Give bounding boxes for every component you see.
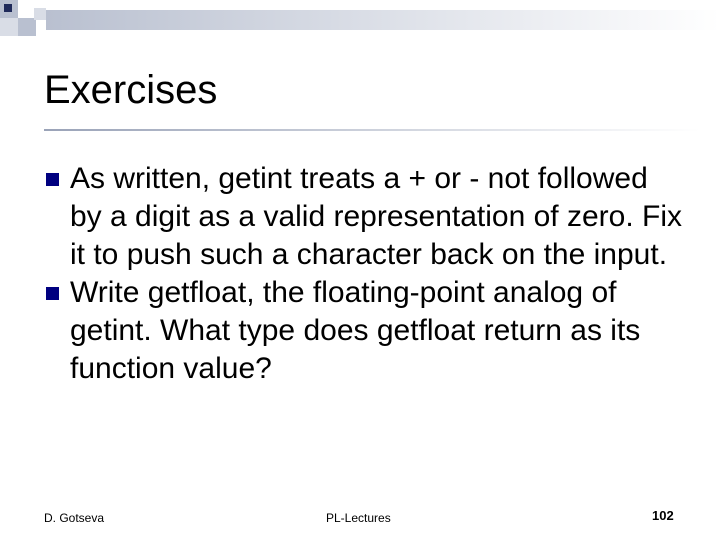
footer-course: PL-Lectures	[326, 511, 391, 525]
slide-header-decoration	[0, 0, 720, 60]
bullet-list	[44, 160, 684, 388]
bullet-item	[44, 274, 684, 388]
square-bullet-icon	[46, 173, 59, 186]
bullet-text: Write getfloat, the floating-point analog of getint. What type does getfloat return as its function value?	[70, 276, 641, 385]
bullet-text: As written, getint treats a + or - not followed by a digit as a valid representation of zero. Fix it to push such a character back on the input.	[70, 162, 682, 271]
bullet-item	[44, 160, 684, 274]
slide-title: Exercises	[44, 68, 218, 112]
footer-author: D. Gotseva	[44, 511, 105, 525]
page-number: 102	[652, 508, 674, 523]
square-bullet-icon	[46, 287, 59, 300]
title-divider	[44, 129, 700, 131]
